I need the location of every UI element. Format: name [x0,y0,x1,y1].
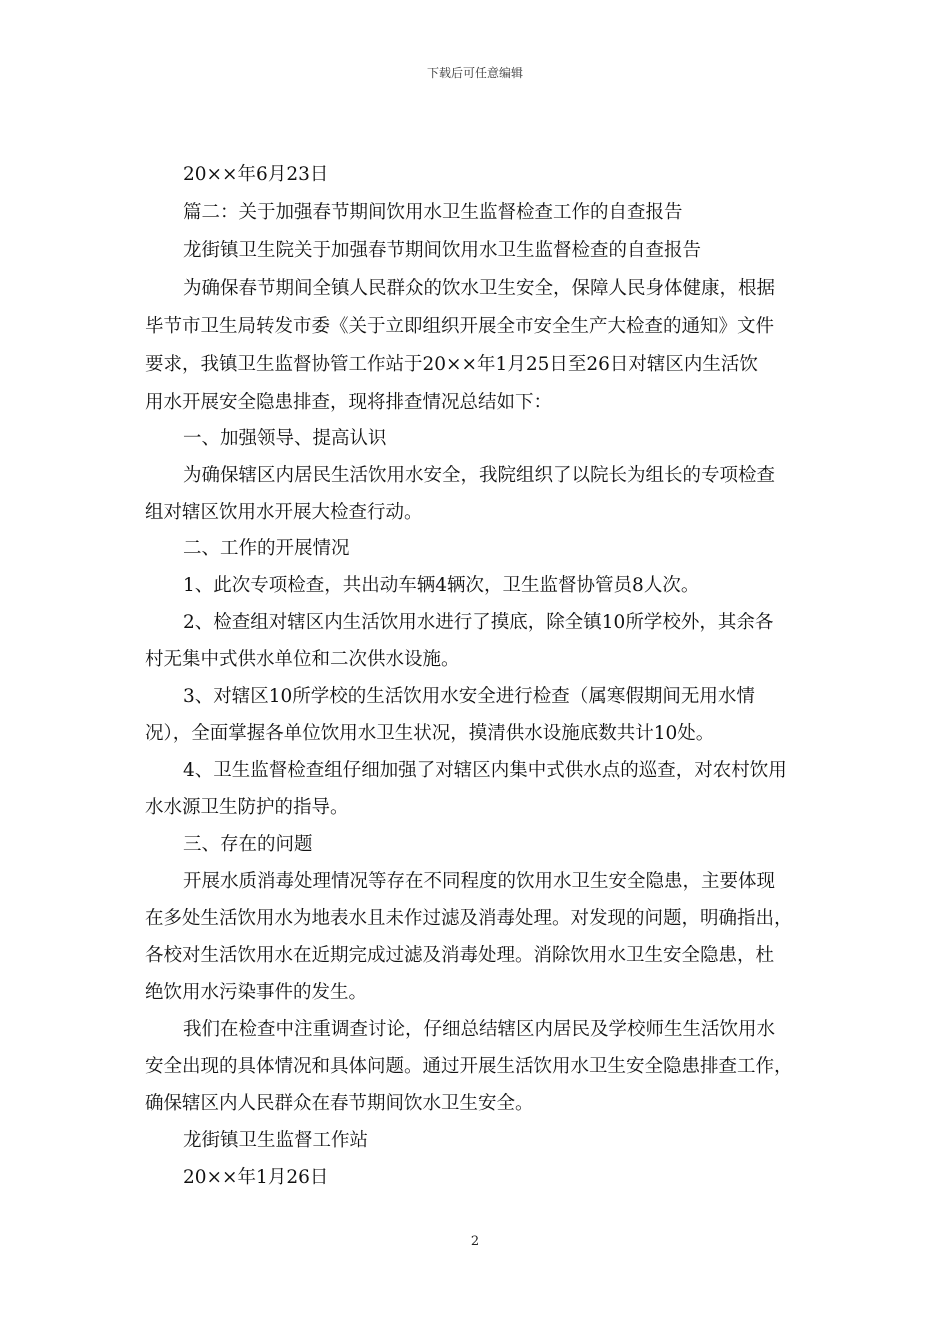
heading-line: 一、加强领导、提高认识 [183,428,387,449]
paragraph-line: 安全出现的具体情况和具体问题。通过开展生活饮用水卫生安全隐患排查工作， [145,1056,793,1077]
paragraph-line: 况），全面掌握各单位饮用水卫生状况，摸清供水设施底数共计10处。 [145,723,715,744]
paragraph-line: 为确保辖区内居民生活饮用水安全，我院组织了以院长为组长的专项检查 [183,465,776,486]
heading-line: 二、工作的开展情况 [183,538,350,559]
signature-date: 20××年1月26日 [183,1167,329,1188]
paragraph-line: 2、检查组对辖区内生活饮用水进行了摸底，除全镇10所学校外，其余各 [183,612,774,633]
paragraph-line: 绝饮用水污染事件的发生。 [145,982,368,1003]
paragraph-line: 毕节市卫生局转发市委《关于立即组织开展全市安全生产大检查的通知》文件 [145,316,775,337]
paragraph-line: 在多处生活饮用水为地表水且未作过滤及消毒处理。对发现的问题，明确指出， [145,908,793,929]
paragraph-line: 1、此次专项检查，共出动车辆4辆次，卫生监督协管员8人次。 [183,575,700,596]
paragraph-line: 确保辖区内人民群众在春节期间饮水卫生安全。 [145,1093,534,1114]
paragraph-line: 我们在检查中注重调查讨论，仔细总结辖区内居民及学校师生生活饮用水 [183,1019,776,1040]
paragraph-line: 要求，我镇卫生监督协管工作站于20××年1月25日至26日对辖区内生活饮 [145,354,758,375]
paragraph-line: 组对辖区饮用水开展大检查行动。 [145,502,423,523]
paragraph-line: 开展水质消毒处理情况等存在不同程度的饮用水卫生安全隐患，主要体现 [183,871,776,892]
paragraph-line: 用水开展安全隐患排查，现将排查情况总结如下： [145,392,553,413]
section-title: 篇二：关于加强春节期间饮用水卫生监督检查工作的自查报告 [183,202,683,223]
report-title: 龙街镇卫生院关于加强春节期间饮用水卫生监督检查的自查报告 [183,240,702,261]
signature-org: 龙街镇卫生监督工作站 [183,1130,369,1151]
paragraph-line: 村无集中式供水单位和二次供水设施。 [145,649,460,670]
paragraph-line: 水水源卫生防护的指导。 [145,797,349,818]
paragraph-line: 3、对辖区10所学校的生活饮用水安全进行检查（属寒假期间无用水情 [183,686,755,707]
heading-line: 三、存在的问题 [183,834,313,855]
page-number: 2 [470,1234,480,1249]
paragraph-line: 为确保春节期间全镇人民群众的饮水卫生安全，保障人民身体健康，根据 [183,278,776,299]
paragraph-line: 4、卫生监督检查组仔细加强了对辖区内集中式供水点的巡查，对农村饮用 [183,760,787,781]
date-line: 20××年6月23日 [183,164,329,185]
paragraph-line: 各校对生活饮用水在近期完成过滤及消毒处理。消除饮用水卫生安全隐患，杜 [145,945,775,966]
page-header-note: 下载后可任意编辑 [426,66,523,80]
